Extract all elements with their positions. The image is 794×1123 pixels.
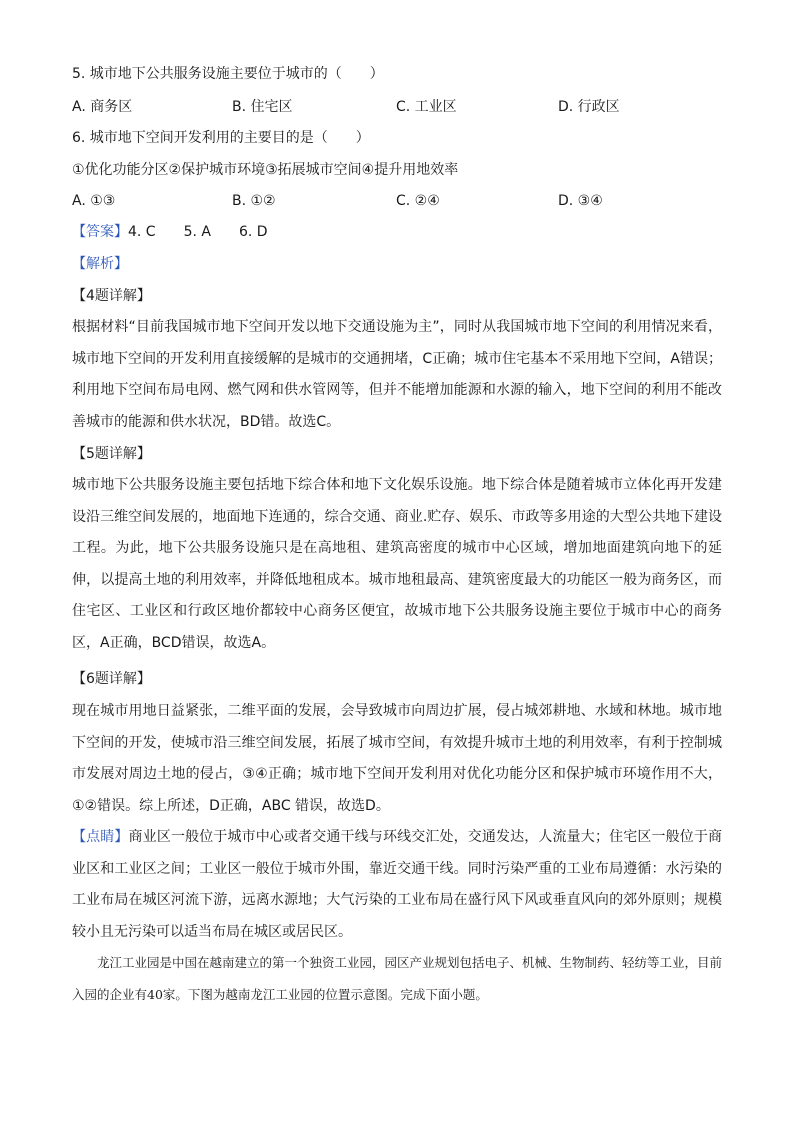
answer-text: 4. C 5. A 6. D <box>128 224 268 240</box>
q6-option-c: C. ②④ <box>396 193 440 209</box>
q5-option-c: C. 工业区 <box>396 99 457 115</box>
q5-option-d: D. 行政区 <box>558 99 620 115</box>
answer-tag: 【答案】 <box>72 224 128 240</box>
question-6-stem: 6. 城市地下空间开发利用的主要目的是（ ） <box>72 130 370 146</box>
detail-5-body: 城市地下公共服务设施主要包括地下综合体和地下文化娱乐设施。地下综合体是随着城市立体化再开发建设沿三维空间发展的，地面地下连通的，综合交通、商业.贮存、娱乐、市政等多用途的大型公共地下建设工程。为此，地下公共服务设施只是在高地租、建筑高密度的城市中心区域，增加地面建筑向地下的延伸，以提高土地的利用效率，并降低地租成本。城市地租最高、建筑密度最大的功能区一般为商务区，而住宅区、工业区和行政区地价都较中心商务区便宜，故城市地下公共服务设施主要位于城市中心的商务区，A正确，BCD错误，故选A。 <box>72 477 722 651</box>
q6-option-a: A. ①③ <box>72 193 116 209</box>
answer-line <box>72 222 268 242</box>
q5-option-b: B. 住宅区 <box>232 99 293 115</box>
analysis-heading: 【解析】 <box>72 256 128 272</box>
q5-option-a: A. 商务区 <box>72 99 133 115</box>
q6-option-b: B. ①② <box>232 193 276 209</box>
detail-4-body: 根据材料“目前我国城市地下空间开发以地下交通设施为主”，同时从我国城市地下空间的利用情况来看，城市地下空间的开发利用直接缓解的是城市的交通拥堵，C正确；城市住宅基本不采用地下空间，A错误；利用地下空间布局电网、燃气网和供水管网等，但并不能增加能源和水源的输入，地下空间的利用不能改善城市的能源和供水状况，BD错。故选C。 <box>72 319 722 430</box>
detail-4-heading: 【4题详解】 <box>72 288 151 304</box>
detail-6-heading: 【6题详解】 <box>72 671 151 687</box>
q6-option-d: D. ③④ <box>558 193 603 209</box>
question-5-stem: 5. 城市地下公共服务设施主要位于城市的（ ） <box>72 66 384 82</box>
material-paragraph: 龙江工业园是中国在越南建立的第一个独资工业园，园区产业规划包括电子、机械、生物制药、轻纺等工业，目前入园的企业有40家。下图为越南龙江工业园的位置示意图。完成下面小题。 <box>72 955 723 1002</box>
tip-paragraph <box>72 822 722 948</box>
detail-6-body: 现在城市用地日益紧张，二维平面的发展，会导致城市向周边扩展，侵占城郊耕地、水域和林地。城市地下空间的开发，使城市沿三维空间发展，拓展了城市空间，有效提升城市土地的利用效率，有利于控制城市发展对周边土地的侵占，③④正确；城市地下空间开发利用对优化功能分区和保护城市环境作用不大，①②错误。综上所述，D正确，ABC 错误，故选D。 <box>72 703 722 814</box>
tip-tag: 【点睛】 <box>72 829 129 845</box>
tip-body: 商业区一般位于城市中心或者交通干线与环线交汇处，交通发达，人流量大；住宅区一般位于商业区和工业区之间；工业区一般位于城市外围，靠近交通干线。同时污染严重的工业布局遵循：水污染的工业布局在城区河流下游，远离水源地；大气污染的工业布局在盛行风下风或垂直风向的郊外原则；规模较小且无污染可以适当布局在城区或居民区。 <box>72 829 723 940</box>
detail-5-heading: 【5题详解】 <box>72 446 151 462</box>
question-6-items: ①优化功能分区②保护城市环境③拓展城市空间④提升用地效率 <box>72 162 459 178</box>
